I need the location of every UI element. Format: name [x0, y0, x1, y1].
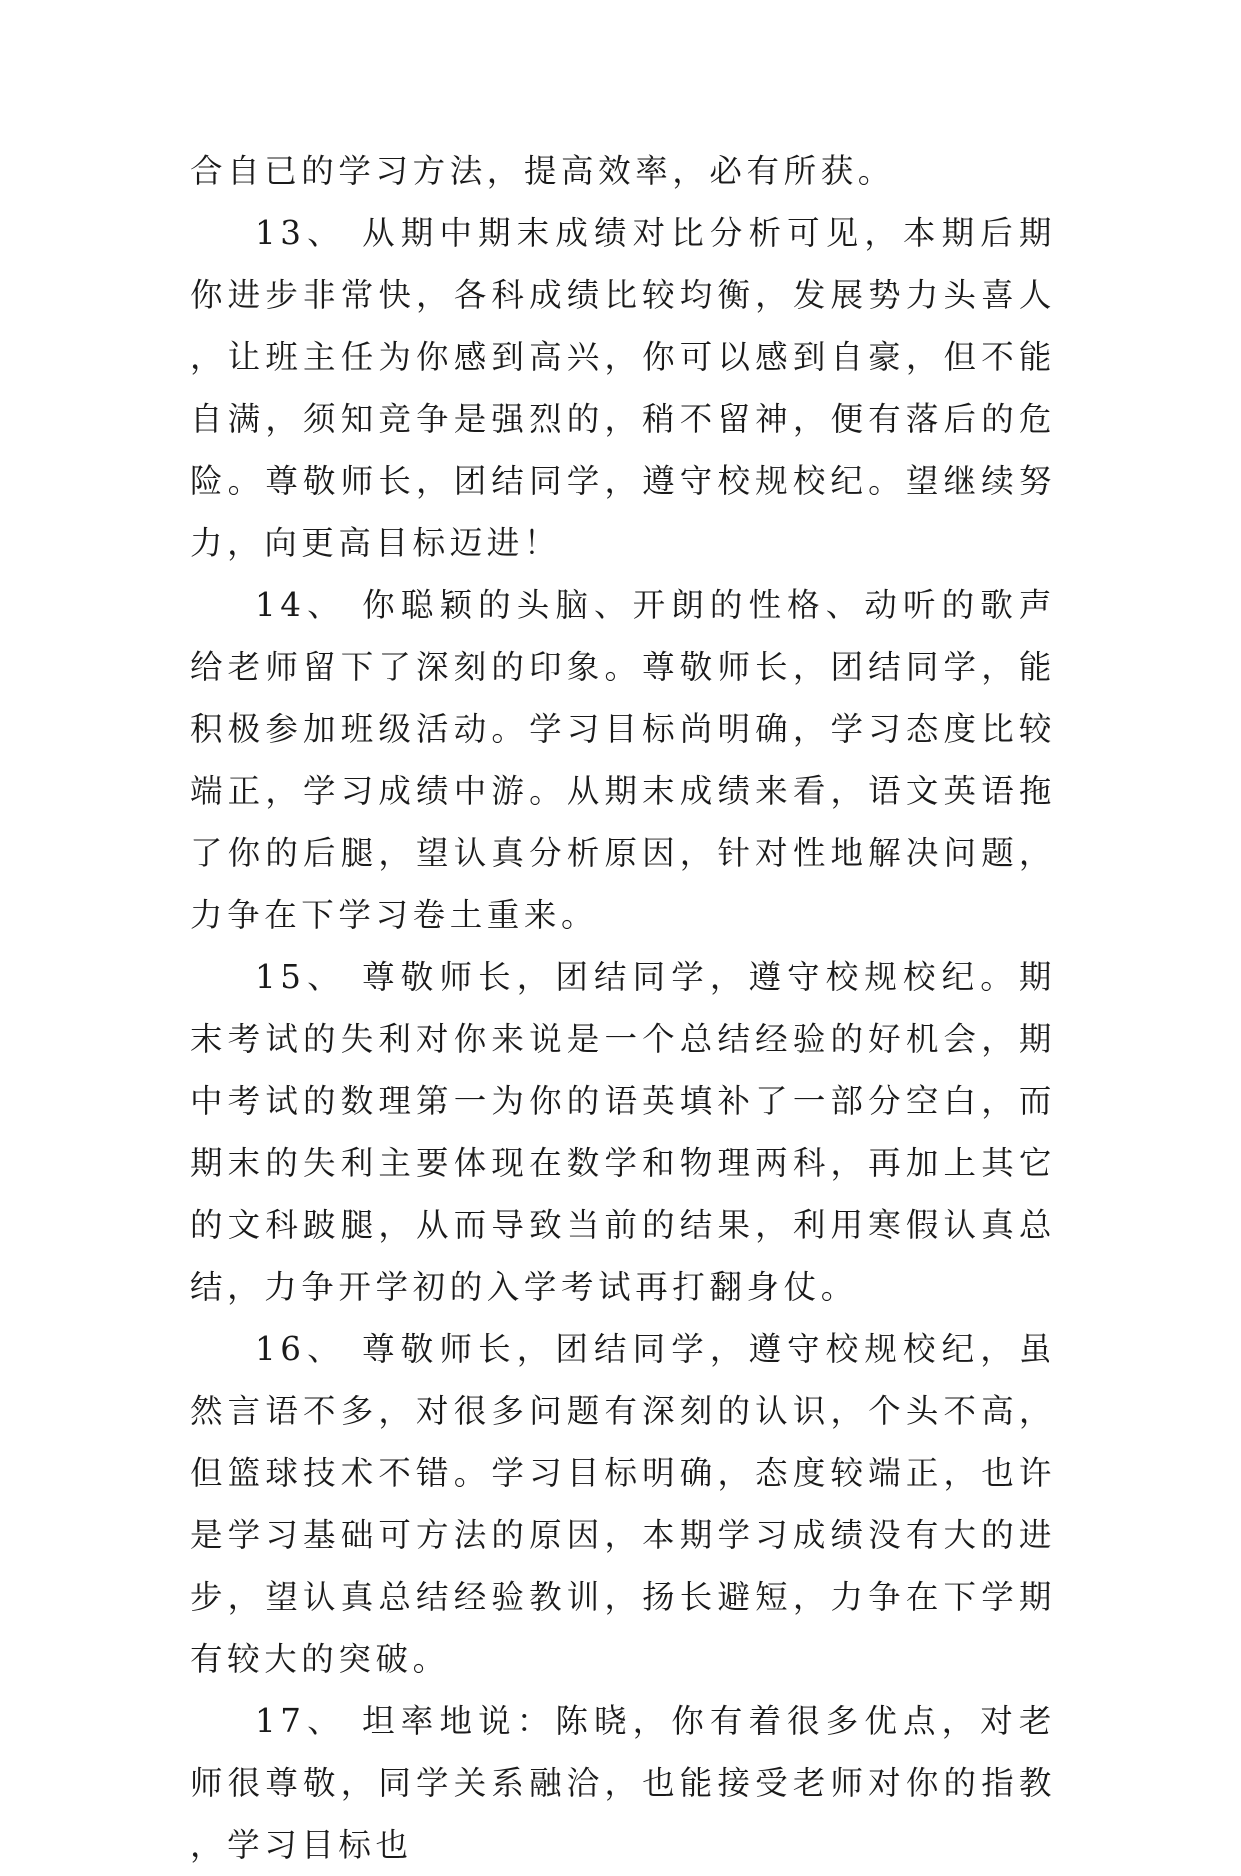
- paragraph-continuation: 合自已的学习方法，提高效率，必有所获。: [190, 152, 895, 190]
- paragraph-comment-16: 16、 尊敬师长，团结同学，遵守校规校纪，虽然言语不多，对很多问题有深刻的认识，个头不高，但篮球技术不错。学习目标明确，态度较端正，也许是学习基础可方法的原因，本期学习成绩没有大的进步，望认真总结经验教训，扬长避短，力争在下学期有较大的突破。: [190, 1330, 1056, 1678]
- paragraph-comment-15: 15、 尊敬师长，团结同学，遵守校规校纪。期末考试的失利对你来说是一个总结经验的好机会，期中考试的数理第一为你的语英填补了一部分空白，而期末的失利主要体现在数学和物理两科，再加上其它的文科跛腿，从而导致当前的结果，利用寒假认真总结，力争开学初的入学考试再打翻身仗。: [190, 958, 1056, 1306]
- paragraph-comment-13: 13、 从期中期末成绩对比分析可见，本期后期你进步非常快，各科成绩比较均衡，发展势力头喜人，让班主任为你感到高兴，你可以感到自豪，但不能自满，须知竞争是强烈的，稍不留神，便有落后的危险。尊敬师长，团结同学，遵守校规校纪。望继续努力，向更高目标迈进！: [190, 214, 1056, 562]
- paragraph-comment-17: 17、 坦率地说：陈晓，你有着很多优点，对老师很尊敬，同学关系融洽，也能接受老师对你的指教，学习目标也: [190, 1702, 1056, 1864]
- document-page: [190, 140, 1056, 1876]
- paragraph-comment-14: 14、 你聪颖的头脑、开朗的性格、动听的歌声给老师留下了深刻的印象。尊敬师长，团结同学，能积极参加班级活动。学习目标尚明确，学习态度比较端正，学习成绩中游。从期末成绩来看，语文英语拖了你的后腿，望认真分析原因，针对性地解决问题，力争在下学习卷土重来。: [190, 586, 1056, 934]
